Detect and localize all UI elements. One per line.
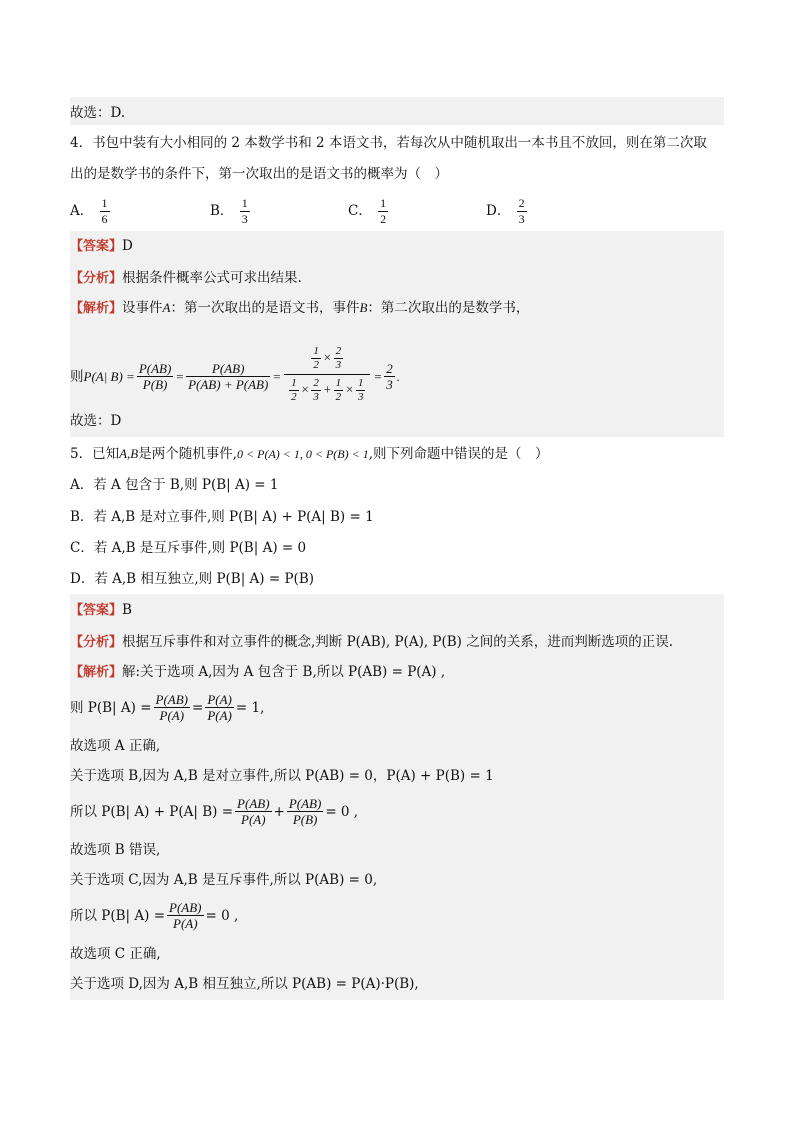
answer-tag: 【答案】 [70, 239, 123, 254]
formula-text: = 1, [235, 699, 265, 716]
conclusion-text: 故选：D [70, 413, 122, 429]
frac-den: P(A) [159, 708, 185, 723]
analysis-tag: 【分析】 [70, 635, 123, 650]
frac-num: 1 [291, 377, 297, 389]
frac-den: 3 [313, 391, 319, 403]
stem-text: 5．已知 [70, 446, 120, 462]
frac-den: 3 [335, 359, 342, 371]
solution-text: 设事件 [122, 300, 163, 316]
q5-option-a [70, 475, 724, 495]
formula-row [70, 692, 264, 723]
stem-text: 是两个随机事件, [138, 446, 238, 462]
option-text: C．若 A,B 是互斥事件,则 P(B| A) = 0 [70, 540, 307, 556]
period: . [396, 368, 400, 384]
frac-num: 1 [357, 377, 364, 389]
stem-text: ,则下列命题中错误的是（ ） [368, 446, 549, 462]
q4-stem-text2: 出的是数学书的条件下，第一次取出的是语文书的概率为（ ） [70, 166, 448, 182]
frac-1-2 [334, 377, 344, 404]
equals: = [272, 368, 282, 384]
frac-den: P(B) [292, 812, 318, 827]
frac-den: 6 [101, 212, 108, 226]
option-label: B． [210, 203, 234, 219]
option-label: A． [70, 203, 94, 219]
frac-num: P(AB) [155, 692, 189, 707]
option-fraction [517, 196, 527, 227]
formula-text: 所以 P(B| A) = [70, 907, 166, 924]
q4-option-a [70, 196, 112, 227]
q5-solution-6 [70, 834, 724, 866]
option-label: D． [486, 203, 511, 219]
equals: = [192, 699, 204, 716]
option-text: D．若 A,B 相互独立,则 P(B| A) = P(B) [70, 571, 315, 587]
frac-1-2 [311, 345, 321, 372]
formula-row [70, 796, 358, 827]
formula-frac [167, 900, 203, 931]
q5-analysis [70, 626, 724, 658]
formula-text: = 0 , [205, 907, 239, 924]
formula-result [384, 361, 395, 392]
compound-num: $\frac{1}{2}$ × $\frac{2}{3}$ [284, 345, 370, 375]
frac-den: 3 [357, 391, 364, 403]
option-fraction [100, 196, 110, 227]
q4-analysis [70, 263, 724, 293]
frac-num: 1 [101, 196, 108, 210]
q5-option-c [70, 538, 724, 558]
q5-solution-2 [70, 686, 724, 730]
q4-formula [70, 323, 724, 403]
frac-den: 3 [386, 377, 393, 392]
frac-den: P(A) [207, 708, 232, 723]
q5-stem [70, 444, 724, 464]
option-fraction [240, 196, 250, 227]
frac-num: 1 [313, 345, 319, 357]
q5-option-d [70, 569, 724, 589]
frac-num: P(AB) [186, 361, 270, 377]
plus: + [273, 803, 285, 820]
q5-solution-5 [70, 790, 724, 834]
solution-tag: 【解析】 [70, 301, 123, 316]
equals: = [373, 368, 383, 384]
event-b: B [359, 300, 368, 315]
solution-text: 关于选项 D,因为 A,B 相互独立,所以 P(AB) = P(A)·P(B), [70, 976, 419, 992]
q4-stem-line2 [70, 164, 724, 184]
stem-condition: 0 < P(A) < 1, 0 < P(B) < 1 [237, 447, 369, 461]
solution-tag: 【解析】 [70, 665, 123, 680]
answer-value: D [122, 238, 133, 254]
answer-value: B [122, 602, 132, 618]
event-a: A [162, 300, 171, 315]
formula-row [70, 900, 238, 931]
formula-frac [235, 796, 271, 827]
solution-text: 关于选项 C,因为 A,B 是互斥事件,所以 P(AB) = 0, [70, 872, 378, 888]
solution-text: 故选项 A 正确, [70, 738, 161, 754]
frac-num: 1 [380, 196, 387, 210]
frac-den: P(B) [142, 377, 168, 392]
q5-answer [70, 594, 724, 626]
option-label: C． [348, 203, 372, 219]
frac-den: P(A) [241, 812, 266, 827]
analysis-tag: 【分析】 [70, 271, 123, 286]
q4-conclusion [70, 403, 724, 437]
option-text: B．若 A,B 是对立事件,则 P(B| A) + P(A| B) = 1 [70, 509, 374, 525]
frac-den: 2 [380, 212, 387, 226]
q4-option-b [210, 196, 252, 227]
q5-solution-8 [70, 894, 724, 938]
frac-den: P(AB) + P(AB) [188, 377, 269, 392]
formula-frac [154, 692, 190, 723]
frac-den: P(A) [173, 916, 198, 931]
frac-num: 2 [518, 196, 525, 210]
formula-lhs: P(A| B) = [83, 368, 135, 384]
solution-text: 关于选项 B,因为 A,B 是对立事件,所以 P(AB) = 0，P(A) + P(B) = 1 [70, 768, 494, 784]
solution-text: 故选项 B 错误, [70, 842, 161, 858]
q4-stem-line1 [70, 133, 724, 153]
option-fraction [378, 196, 388, 227]
formula-compound-fraction [284, 345, 370, 404]
frac-num: P(A) [207, 692, 232, 707]
prev-conclusion [70, 97, 724, 125]
formula-frac [287, 796, 323, 827]
frac-num: 2 [386, 361, 393, 376]
option-text: A．若 A 包含于 B,则 P(B| A) = 1 [70, 477, 279, 493]
analysis-text: 根据互斥事件和对立事件的概念,判断 P(AB), P(A), P(B) 之间的关系，进而判断选项的正误. [122, 634, 674, 650]
frac-num: P(AB) [288, 796, 322, 811]
q5-option-b [70, 507, 724, 527]
frac-num: P(AB) [237, 796, 270, 811]
equals: = [175, 368, 185, 384]
analysis-text: 根据条件概率公式可求出结果. [122, 270, 302, 286]
solution-text: ：第二次取出的是数学书， [367, 300, 530, 316]
frac-num: 1 [335, 377, 342, 389]
prev-conclusion-text: 故选：D. [70, 105, 126, 121]
frac-num: P(AB) [138, 361, 172, 376]
frac-den: 2 [291, 391, 297, 403]
frac-num: P(AB) [169, 900, 202, 915]
formula-text: 则 P(B| A) = [70, 699, 152, 716]
q5-solution-1 [70, 658, 724, 686]
frac-1-2 [289, 377, 299, 404]
q5-solution-10 [70, 970, 724, 1000]
frac-num: 2 [335, 345, 342, 357]
formula-frac-2 [186, 361, 270, 392]
q4-option-c [348, 196, 390, 227]
frac-den: 2 [313, 359, 319, 371]
frac-1-3 [356, 377, 366, 404]
q4-option-d [486, 196, 529, 227]
q5-solution-3 [70, 730, 724, 762]
frac-den: 2 [335, 391, 342, 403]
solution-text: ：第一次取出的是语文书，事件 [170, 300, 360, 316]
frac-den: 3 [518, 212, 525, 226]
q4-solution-intro [70, 293, 724, 323]
q5-solution-9 [70, 938, 724, 970]
formula-text: = 0 , [325, 803, 359, 820]
solution-text: 故选项 C 正确, [70, 946, 161, 962]
formula-prefix: 则 [70, 368, 84, 385]
compound-den: $\frac{1}{2}$ × $\frac{2}{3}$ + $\frac{1}{2}$ × $\frac{1}{3}$ [291, 377, 364, 403]
frac-2-3 [311, 377, 321, 404]
q5-solution-7 [70, 866, 724, 894]
stem-events: A,B [119, 446, 139, 461]
q4-stem-text1: 4．书包中装有大小相同的 2 本数学书和 2 本语文书，若每次从中随机取出一本书且不放回，则在第二次取 [70, 135, 707, 151]
frac-2-3 [334, 345, 344, 372]
frac-num: 2 [313, 377, 319, 389]
q4-answer [70, 231, 724, 263]
formula-row [70, 347, 400, 406]
q5-solution-4 [70, 762, 724, 790]
formula-text: 所以 P(B| A) + P(A| B) = [70, 803, 234, 820]
solution-text: 解:关于选项 A,因为 A 包含于 B,所以 P(AB) = P(A) , [122, 664, 446, 680]
formula-frac [205, 692, 234, 723]
frac-den: 3 [241, 212, 248, 226]
frac-num: 1 [241, 196, 248, 210]
formula-frac-1 [137, 361, 173, 392]
answer-tag: 【答案】 [70, 603, 123, 618]
